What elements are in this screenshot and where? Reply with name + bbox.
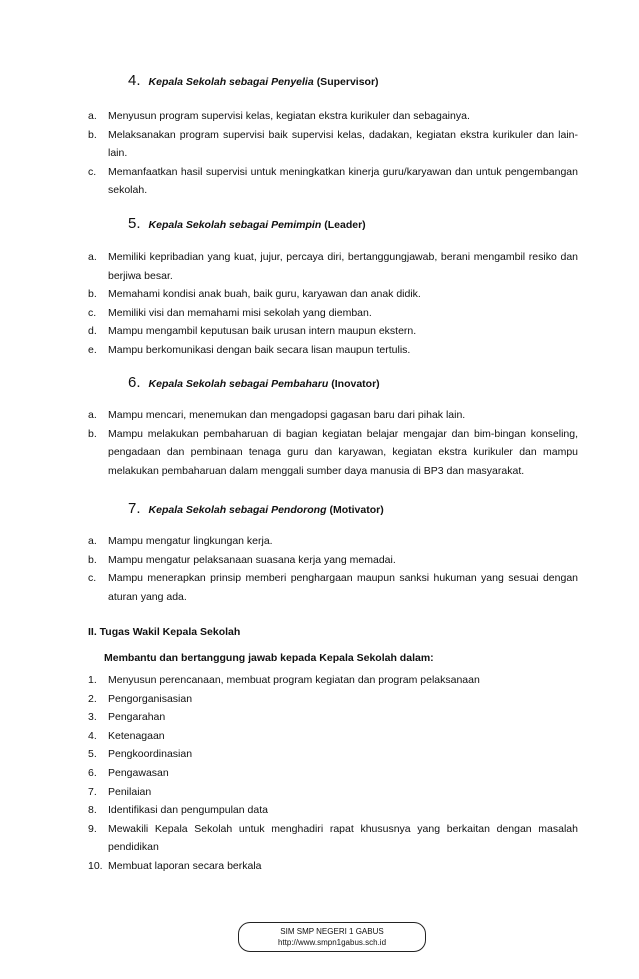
heading-title: Kepala Sekolah sebagai Pembaharu	[148, 378, 329, 390]
list-item	[88, 425, 578, 481]
list-text: Memiliki kepribadian yang kuat, jujur, percaya diri, bertanggungjawab, berani mengambil resiko dan berjiwa besar.	[108, 251, 578, 282]
list-marker: 4.	[88, 729, 97, 742]
list-item	[88, 126, 578, 163]
section-intro: Membantu dan bertanggung jawab kepada Kepala Sekolah dalam:	[104, 652, 434, 664]
heading-subtitle: (Leader)	[324, 219, 366, 231]
list-text: Pengorganisasian	[108, 692, 193, 705]
heading-number: 5.	[128, 215, 141, 232]
list-text: Menyusun program supervisi kelas, kegiatan ekstra kurikuler dan sebagainya.	[108, 110, 470, 122]
heading-number: 6.	[128, 374, 141, 391]
list-text: Mampu menerapkan prinsip memberi penghargaan maupun sanksi hukuman yang sesuai dengan aturan yang ada.	[108, 572, 578, 603]
list-text: Mewakili Kepala Sekolah untuk menghadiri rapat khususnya yang berkaitan dengan masalah pendidikan	[108, 822, 578, 854]
list-text: Mampu melakukan pembaharuan di bagian kegiatan belajar mengajar dan bim-bingan konseling, pengadaan dan pembinaan tenaga guru dan karyawan, kegiatan ekstra kurikuler dan mampu melakukan pembaharuan dalam menggali sumber daya manusia di BP3 dan masyarakat.	[108, 427, 578, 477]
list-item	[88, 551, 578, 570]
list-marker: a.	[88, 110, 97, 122]
heading-number: 4.	[128, 72, 141, 89]
list-item	[88, 764, 578, 783]
list-text: Penilaian	[108, 785, 152, 798]
list-leader	[88, 248, 578, 360]
list-item	[88, 341, 578, 360]
list-marker: 8.	[88, 804, 97, 817]
heading-leader	[128, 215, 366, 232]
list-text: Membuat laporan secara berkala	[108, 859, 262, 872]
list-item	[88, 163, 578, 200]
list-text: Identifikasi dan pengumpulan data	[108, 804, 268, 817]
list-marker: 9.	[88, 822, 97, 835]
list-item	[88, 322, 578, 341]
list-text: Memahami kondisi anak buah, baik guru, karyawan dan anak didik.	[108, 288, 421, 301]
heading-title: Kepala Sekolah sebagai Pendorong	[148, 504, 327, 516]
list-supervisor	[88, 107, 578, 200]
heading-subtitle: (Motivator)	[329, 504, 384, 516]
list-item	[88, 857, 578, 876]
list-text: Mampu mencari, menemukan dan mengadopsi gagasan baru dari pihak lain.	[108, 409, 466, 421]
list-text: Pengkoordinasian	[108, 748, 193, 761]
list-item	[88, 820, 578, 857]
list-marker: c.	[88, 572, 97, 585]
footer-school-name: SIM SMP NEGERI 1 GABUS	[280, 927, 384, 936]
list-text: Ketenagaan	[108, 729, 165, 742]
list-marker: c.	[88, 165, 97, 178]
list-item	[88, 801, 578, 820]
list-item	[88, 745, 578, 764]
list-text: Mampu berkomunikasi dengan baik secara lisan maupun tertulis.	[108, 343, 411, 356]
list-marker: 6.	[88, 766, 97, 779]
list-text: Pengarahan	[108, 711, 166, 724]
list-item	[88, 727, 578, 746]
list-marker: 10.	[88, 859, 103, 872]
heading-supervisor	[128, 72, 379, 89]
list-item	[88, 285, 578, 304]
list-item	[88, 532, 578, 551]
list-marker: b.	[88, 427, 97, 440]
list-item	[88, 569, 578, 606]
list-marker: 5.	[88, 748, 97, 761]
list-text: Mampu mengatur lingkungan kerja.	[108, 535, 273, 547]
list-text: Melaksanakan program supervisi baik supervisi kelas, dadakan, kegiatan ekstra kurikuler dan lain-lain.	[108, 128, 578, 160]
list-inovator	[88, 406, 578, 480]
list-marker: 1.	[88, 674, 97, 686]
heading-motivator	[128, 500, 384, 517]
list-marker: b.	[88, 553, 97, 566]
list-marker: a.	[88, 251, 97, 263]
list-item	[88, 783, 578, 802]
list-item	[88, 690, 578, 709]
list-item	[88, 107, 578, 126]
footer-website-link[interactable]: http://www.smpn1gabus.sch.id	[277, 938, 387, 947]
list-wakil-tasks	[88, 671, 578, 876]
list-text: Menyusun perencanaan, membuat program kegiatan dan program pelaksanaan	[108, 674, 480, 686]
list-motivator	[88, 532, 578, 606]
heading-subtitle: (Inovator)	[331, 378, 380, 390]
list-text: Memanfaatkan hasil supervisi untuk meningkatkan kinerja guru/karyawan dan untuk pengembangan sekolah.	[108, 165, 578, 197]
list-marker: c.	[88, 306, 97, 319]
list-marker: e.	[88, 343, 97, 356]
list-text: Mampu mengatur pelaksanaan suasana kerja yang memadai.	[108, 553, 396, 566]
list-marker: 7.	[88, 785, 97, 798]
list-marker: a.	[88, 409, 97, 421]
list-text: Mampu mengambil keputusan baik urusan intern maupun ekstern.	[108, 325, 417, 338]
list-item	[88, 671, 578, 690]
heading-inovator	[128, 374, 380, 391]
list-marker: d.	[88, 325, 97, 338]
heading-subtitle: (Supervisor)	[316, 76, 379, 88]
heading-title: Kepala Sekolah sebagai Pemimpin	[148, 219, 322, 231]
list-text: Pengawasan	[108, 766, 169, 779]
list-marker: 2.	[88, 692, 97, 705]
list-item	[88, 708, 578, 727]
list-text: Memiliki visi dan memahami misi sekolah yang diemban.	[108, 306, 372, 319]
list-item	[88, 406, 578, 425]
footer-box	[238, 922, 426, 952]
list-marker: b.	[88, 288, 97, 301]
list-item	[88, 304, 578, 323]
heading-number: 7.	[128, 500, 141, 517]
heading-title: Kepala Sekolah sebagai Penyelia	[148, 76, 314, 88]
list-marker: a.	[88, 535, 97, 547]
list-item	[88, 248, 578, 285]
list-marker: b.	[88, 128, 97, 141]
list-marker: 3.	[88, 711, 97, 724]
section-title: II. Tugas Wakil Kepala Sekolah	[88, 626, 241, 638]
